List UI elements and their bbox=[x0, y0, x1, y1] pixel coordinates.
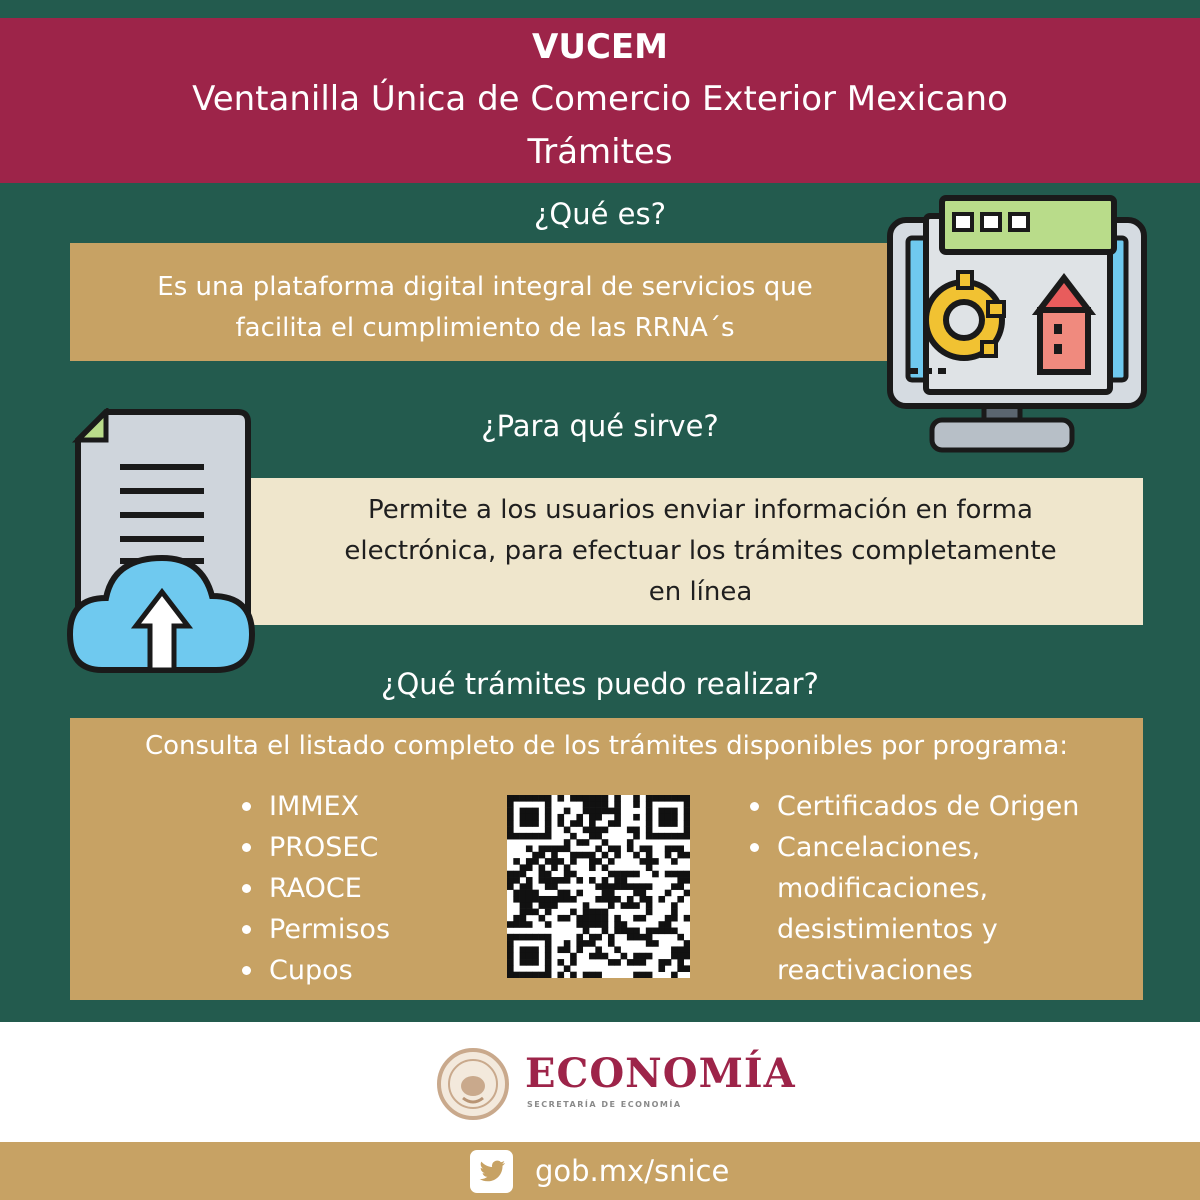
list-item: IMMEX bbox=[240, 786, 390, 827]
para-que-line-2: electrónica, para efectuar los trámites completamente bbox=[344, 536, 1057, 566]
que-es-text bbox=[90, 267, 880, 349]
bottom-bar bbox=[0, 1142, 1200, 1200]
list-item: Certificados de Origen bbox=[748, 786, 1108, 827]
tramites-list-right bbox=[748, 786, 1108, 991]
para-que-line-1: Permite a los usuarios enviar información en forma bbox=[368, 495, 1033, 525]
logo-subtitle: SECRETARÍA DE ECONOMÍA bbox=[527, 1100, 682, 1109]
list-item-continuation: modificaciones, bbox=[777, 873, 989, 904]
site-link[interactable]: gob.mx/snice bbox=[535, 1154, 730, 1188]
twitter-icon[interactable] bbox=[470, 1150, 513, 1193]
top-strip bbox=[0, 0, 1200, 18]
list-item-continuation: desistimientos y bbox=[777, 914, 998, 945]
que-es-line-2: facilita el cumplimiento de las RRNA´s bbox=[235, 313, 735, 343]
header-title: VUCEM bbox=[532, 27, 668, 67]
para-que-line-3: en línea bbox=[648, 577, 753, 607]
list-item: RAOCE bbox=[240, 868, 390, 909]
tramites-box bbox=[70, 718, 1143, 1000]
logo-wordmark: ECONOMÍA bbox=[525, 1050, 796, 1097]
para-que-box bbox=[248, 478, 1143, 625]
header-subtitle: Ventanilla Única de Comercio Exterior Mexicano bbox=[192, 79, 1008, 119]
list-item: Cancelaciones, bbox=[748, 827, 1108, 868]
tramites-list-left bbox=[240, 786, 390, 991]
header-section: Trámites bbox=[527, 132, 673, 172]
list-item: Permisos bbox=[240, 909, 390, 950]
header-banner bbox=[0, 18, 1200, 183]
list-item: PROSEC bbox=[240, 827, 390, 868]
document-upload-icon bbox=[66, 408, 258, 678]
list-item-continuation: reactivaciones bbox=[777, 955, 973, 986]
list-item: Cupos bbox=[240, 950, 390, 991]
que-es-heading: ¿Qué es? bbox=[533, 197, 666, 231]
footer-logo-area bbox=[0, 1022, 1200, 1142]
que-es-line-1: Es una plataforma digital integral de servicios que bbox=[157, 272, 813, 302]
tramites-heading: ¿Qué trámites puedo realizar? bbox=[381, 667, 819, 701]
economia-logo bbox=[435, 1046, 795, 1122]
qr-code[interactable] bbox=[507, 795, 690, 978]
para-que-heading: ¿Para qué sirve? bbox=[481, 409, 719, 443]
que-es-box bbox=[70, 243, 900, 361]
para-que-text bbox=[278, 490, 1123, 613]
seal-icon bbox=[435, 1046, 511, 1122]
tramites-intro: Consulta el listado completo de los trámites disponibles por programa: bbox=[144, 731, 1069, 761]
